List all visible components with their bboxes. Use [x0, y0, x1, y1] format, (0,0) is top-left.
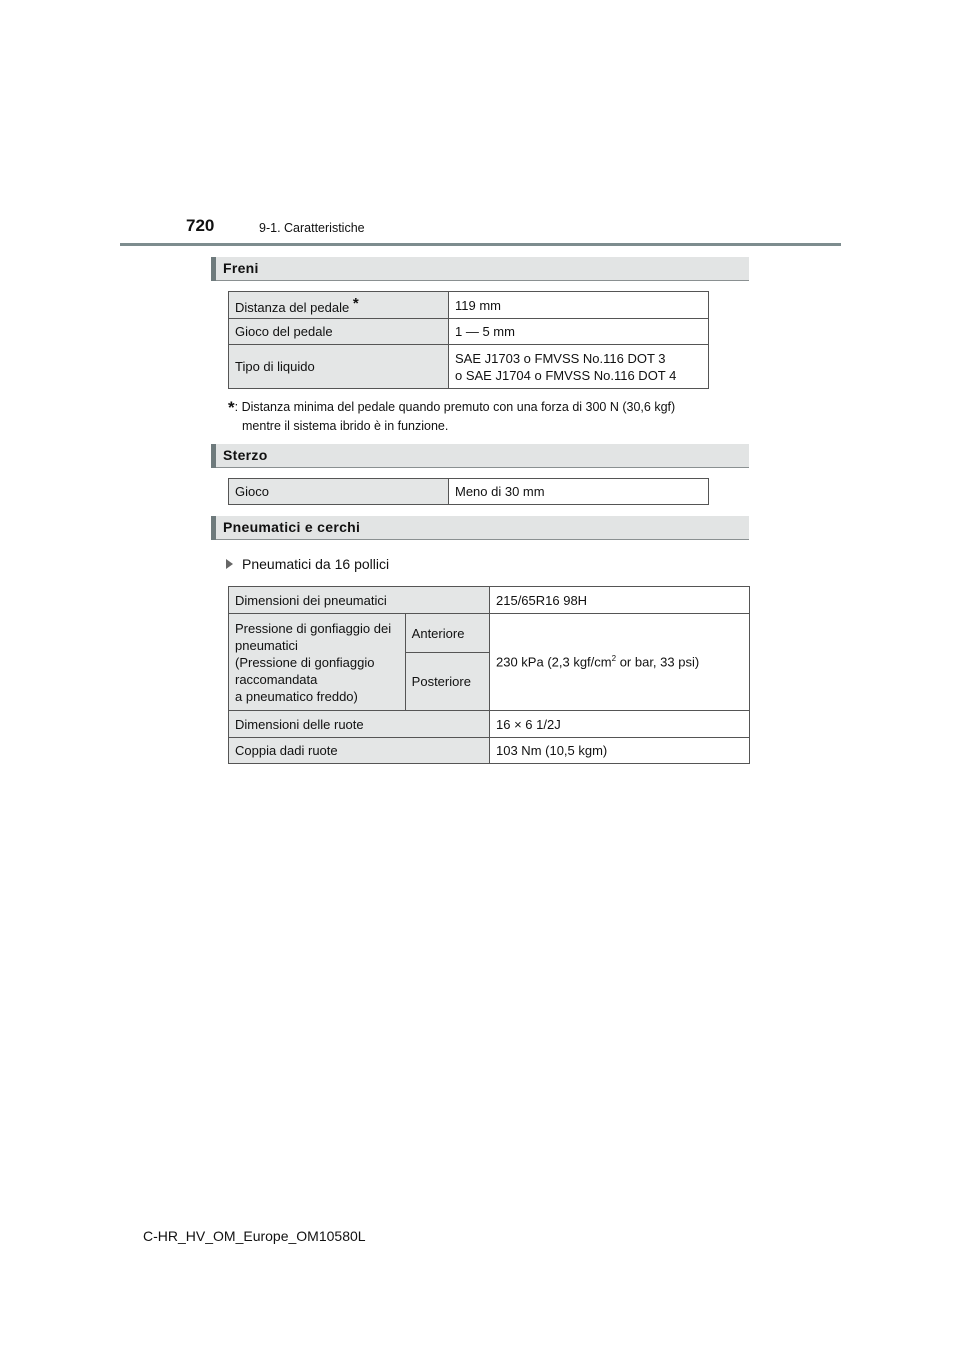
brakes-table — [228, 291, 709, 389]
table-row — [229, 711, 750, 738]
page-number: 720 — [186, 216, 215, 235]
row-label: Coppia dadi ruote — [229, 738, 490, 764]
table-row — [229, 614, 750, 653]
table-row — [229, 319, 709, 345]
section-title: Sterzo — [223, 447, 268, 463]
section-title: Freni — [223, 260, 259, 276]
row-value: 119 mm — [449, 292, 709, 319]
section-heading-pneumatici — [211, 516, 749, 540]
header-rule — [120, 243, 841, 246]
chapter-title: 9-1. Caratteristiche — [259, 221, 365, 235]
heading-bar — [211, 257, 216, 281]
table-row — [229, 292, 709, 319]
row-value: SAE J1703 o FMVSS No.116 DOT 3 o SAE J1704 o FMVSS No.116 DOT 4 — [449, 345, 709, 389]
heading-bar — [211, 516, 216, 540]
rear-label: Posteriore — [405, 653, 489, 711]
section-heading-freni — [211, 257, 749, 281]
row-label: Gioco — [229, 479, 449, 505]
row-value: 103 Nm (10,5 kgm) — [490, 738, 750, 764]
row-value: 1 — 5 mm — [449, 319, 709, 345]
front-label: Anteriore — [405, 614, 489, 653]
table-row — [229, 345, 709, 389]
row-label: Tipo di liquido — [229, 345, 449, 389]
tires-table — [228, 586, 750, 764]
section-heading-sterzo — [211, 444, 749, 468]
bullet-item: Pneumatici da 16 pollici — [226, 556, 389, 572]
table-row — [229, 479, 709, 505]
row-value: 16 × 6 1/2J — [490, 711, 750, 738]
table-row — [229, 738, 750, 764]
pressure-value: 230 kPa (2,3 kgf/$cm^2$ or bar, 33 psi) — [490, 614, 750, 711]
heading-bar — [211, 444, 216, 468]
pressure-label: Pressione di gonfiaggio dei pneumatici (Pressione di gonfiaggio raccomandata a pneumatico freddo) — [229, 614, 406, 711]
row-label: Gioco del pedale — [229, 319, 449, 345]
row-value: Meno di 30 mm — [449, 479, 709, 505]
section-title: Pneumatici e cerchi — [223, 519, 361, 535]
row-label: Distanza del pedale * — [229, 292, 449, 319]
row-value: 215/65R16 98H — [490, 587, 750, 614]
footnote: *: Distanza minima del pedale quando premuto con una forza di 300 N (30,6 kgf) mentre il sistema ibrido è in funzione. — [228, 398, 676, 433]
row-label: Dimensioni delle ruote — [229, 711, 490, 738]
steering-table — [228, 478, 709, 505]
document-code: C-HR_HV_OM_Europe_OM10580L — [143, 1228, 366, 1244]
table-row — [229, 587, 750, 614]
row-label: Dimensioni dei pneumatici — [229, 587, 490, 614]
triangle-bullet-icon — [226, 559, 233, 569]
